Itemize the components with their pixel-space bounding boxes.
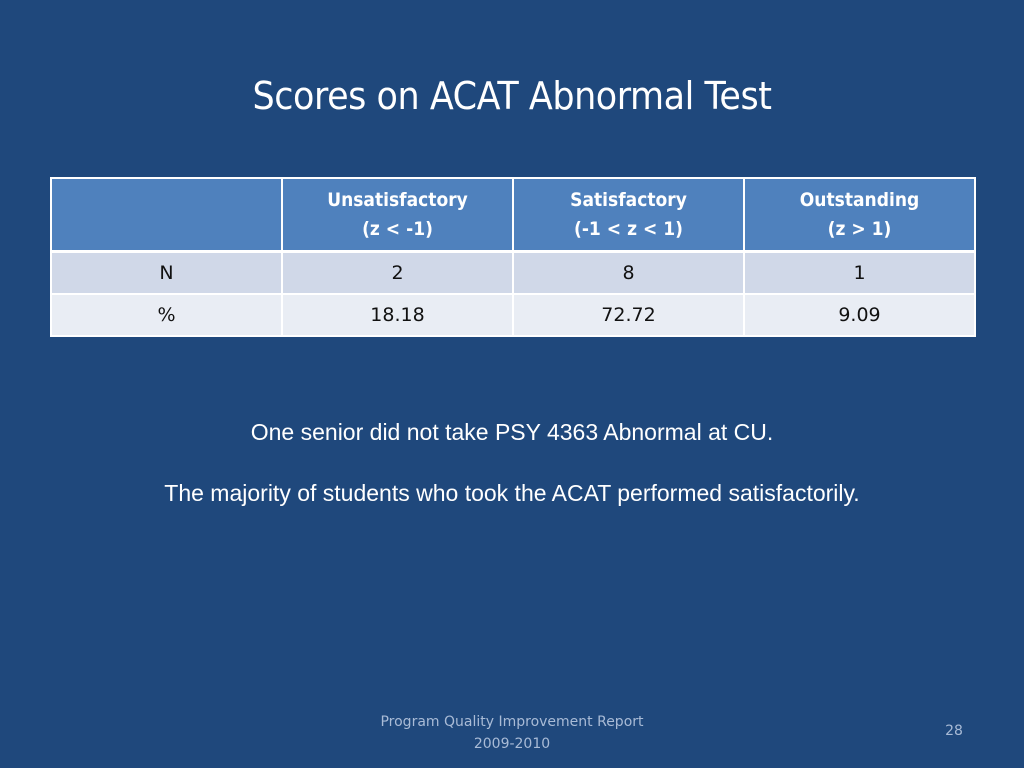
table-header-outstanding [744,178,975,252]
table-cell: 1 [744,252,975,295]
slide-footer [312,711,712,755]
row-label: N [51,252,282,295]
header-range: (z > 1) [827,217,892,240]
table-cell: 8 [513,252,744,295]
table-cell: 2 [282,252,513,295]
header-label: Unsatisfactory [327,188,468,211]
slide-title: Scores on ACAT Abnormal Test [252,74,772,118]
page-number: 28 [945,723,963,739]
table-cell: 18.18 [282,294,513,336]
header-range: (z < -1) [362,217,433,240]
header-range: (-1 < z < 1) [574,217,683,240]
scores-table [50,177,976,337]
table-header-blank [51,178,282,252]
table-header-satisfactory [513,178,744,252]
table-row-percent [51,294,975,336]
note-senior: One senior did not take PSY 4363 Abnormal at CU. [250,419,774,445]
table-row-n [51,252,975,295]
table-cell: 9.09 [744,294,975,336]
table-cell: 72.72 [513,294,744,336]
table-header-unsatisfactory [282,178,513,252]
header-label: Satisfactory [570,188,687,211]
header-label: Outstanding [799,188,920,211]
table-header-row [51,178,975,252]
footer-year: 2009-2010 [473,736,551,752]
row-label: % [51,294,282,336]
footer-report-title: Program Quality Improvement Report [380,714,644,730]
note-majority: The majority of students who took the ACAT performed satisfactorily. [164,480,860,506]
